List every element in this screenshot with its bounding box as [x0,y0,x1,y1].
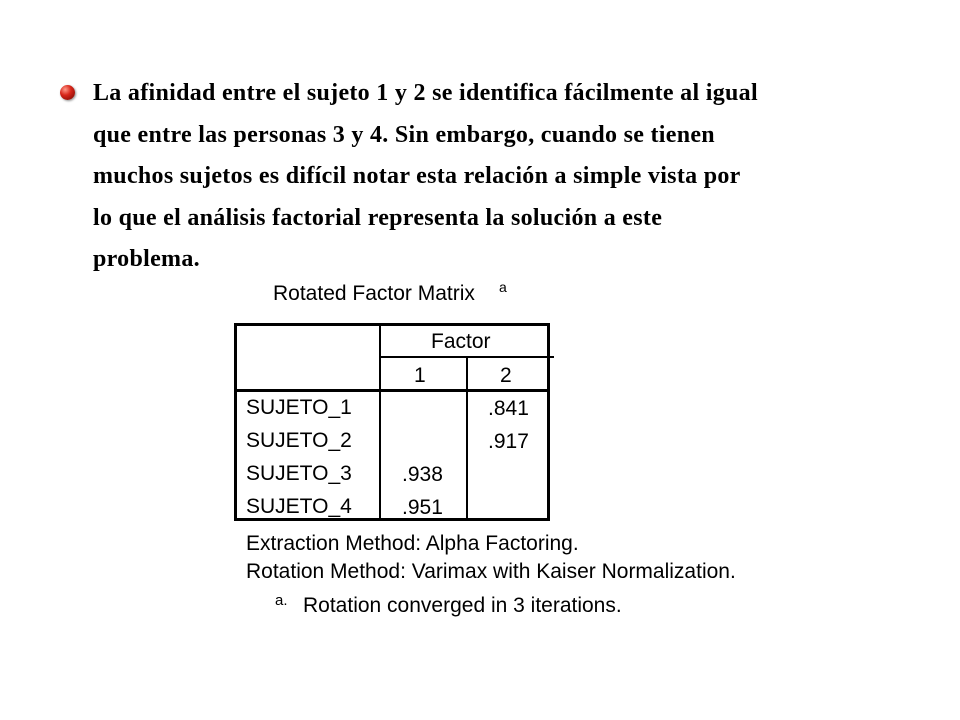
footnote-rotation: Rotation Method: Varimax with Kaiser Normalization. [246,560,736,583]
paragraph-line-3: muchos sujetos es difícil notar esta relación a simple vista por [93,163,741,189]
footnote-extraction: Extraction Method: Alpha Factoring. [246,532,579,555]
row-value-f2: .917 [488,430,529,453]
footnote-note: Rotation converged in 3 iterations. [303,594,622,617]
footnote-marker: a. [275,592,288,609]
table-title: Rotated Factor Matrix [273,282,475,305]
row-value-f2: .841 [488,397,529,420]
paragraph-line-1: La afinidad entre el sujeto 1 y 2 se identifica fácilmente al igual [93,80,758,106]
row-label: SUJETO_1 [246,396,352,419]
column-header-2: 2 [500,364,512,387]
column-header-1: 1 [414,364,426,387]
row-label: SUJETO_3 [246,462,352,485]
paragraph [93,73,913,281]
table-rule-factor-columns [466,356,468,521]
row-label: SUJETO_2 [246,429,352,452]
row-label: SUJETO_4 [246,495,352,518]
factor-header: Factor [431,330,491,353]
paragraph-line-5: problema. [93,246,200,272]
bullet-icon [60,85,75,100]
table-rule-label-column [379,323,381,521]
table-frame [234,323,550,521]
table-title-superscript: a [499,279,507,295]
table-rule-header-bottom [234,389,550,392]
row-value-f1: .951 [402,496,443,519]
row-value-f1: .938 [402,463,443,486]
paragraph-line-2: que entre las personas 3 y 4. Sin embargo, cuando se tienen [93,121,715,148]
paragraph-line-4: lo que el análisis factorial representa la solución a este [93,204,663,231]
